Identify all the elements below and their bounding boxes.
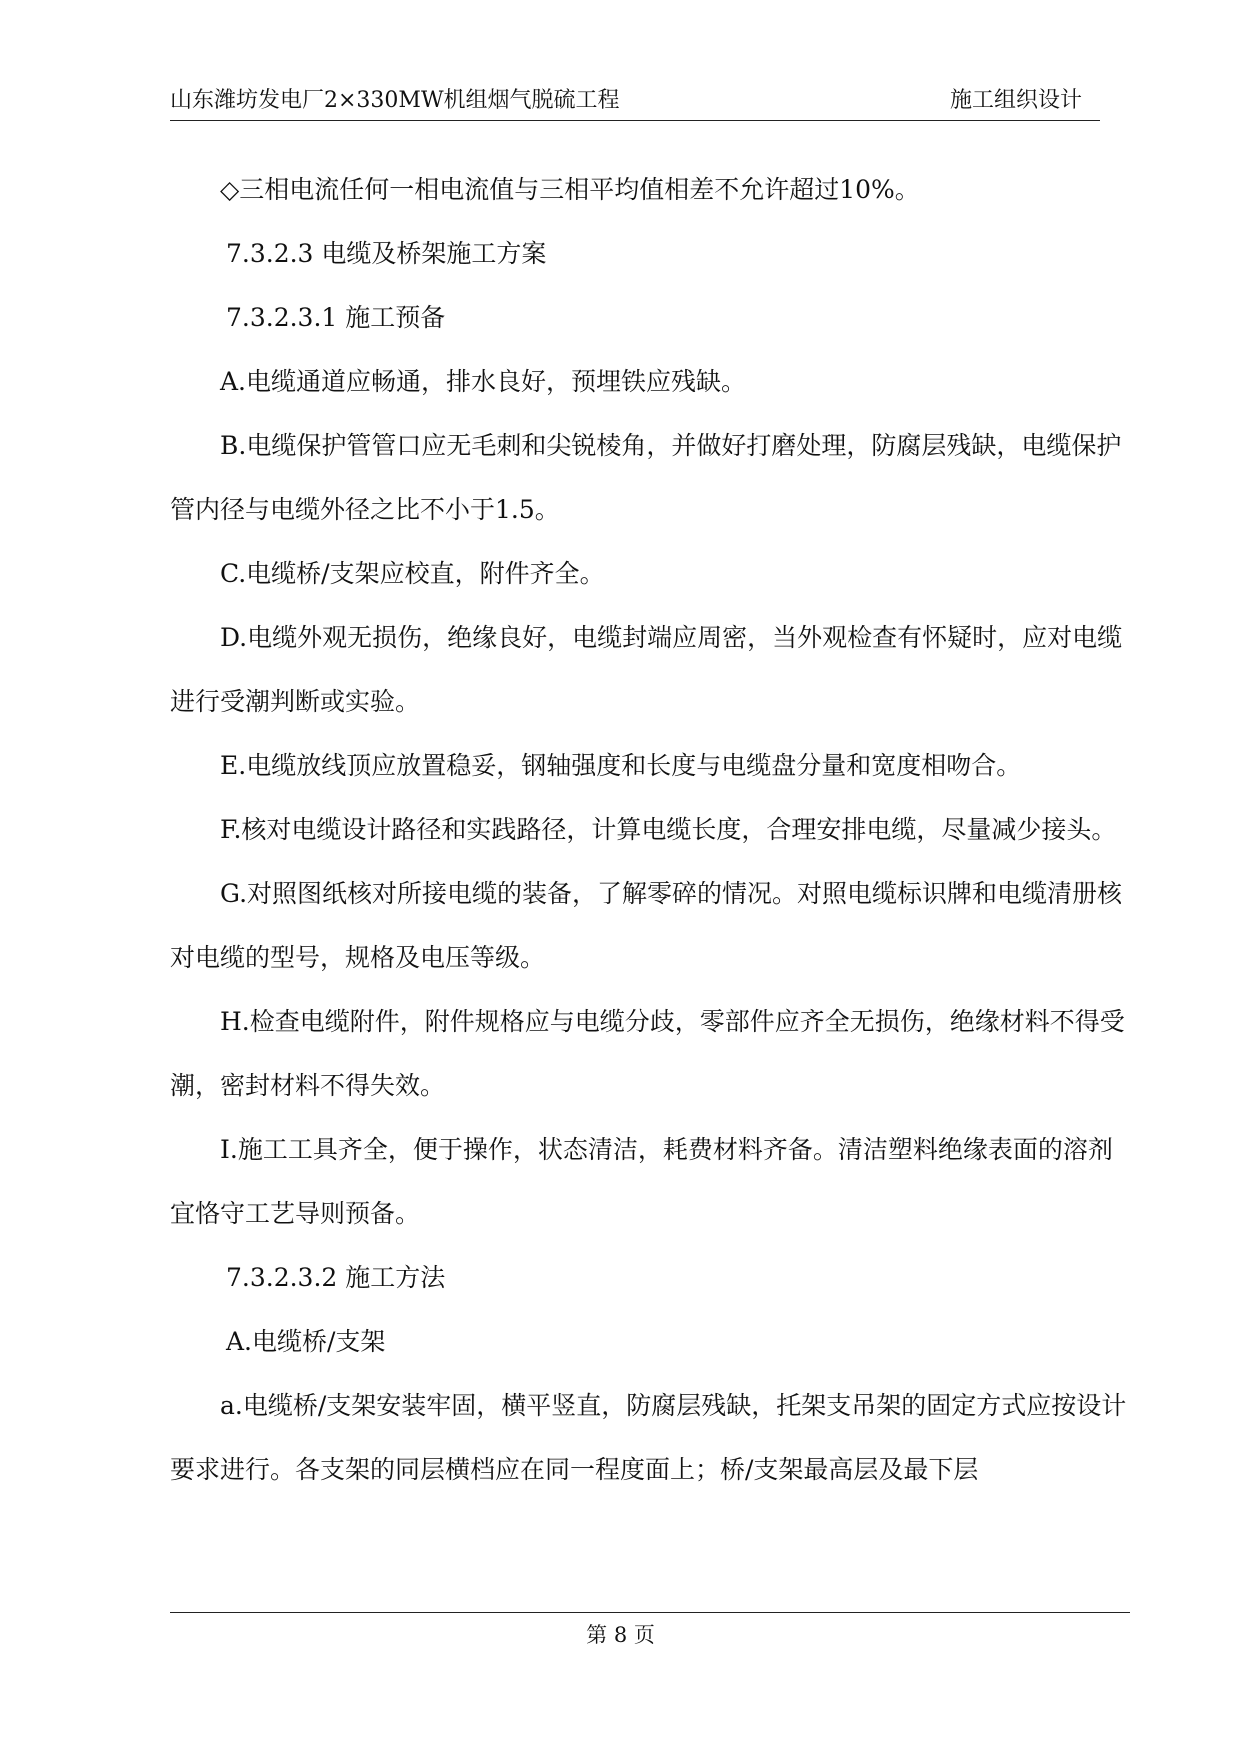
paragraph-item-i: I.施工工具齐全，便于操作，状态清洁，耗费材料齐备。清洁塑料绝缘表面的溶剂宜恪守工艺导则预备。 (170, 1135, 1113, 1228)
header-project-title: 山东潍坊发电厂2×330MW机组烟气脱硫工程 (170, 88, 620, 113)
document-body (170, 158, 1130, 1502)
paragraph-item-c: C.电缆桥/支架应校直，附件齐全。 (220, 559, 605, 588)
paragraph-current-balance: ◇三相电流任何一相电流值与三相平均值相差不允许超过10%。 (220, 175, 920, 204)
paragraph-item-e: E.电缆放线顶应放置稳妥，钢轴强度和长度与电缆盘分量和宽度相吻合。 (220, 751, 1022, 780)
footer-divider (170, 1612, 1130, 1613)
paragraph-item-a: A.电缆通道应畅通，排水良好，预埋铁应残缺。 (220, 367, 747, 396)
paragraph-item-g: G.对照图纸核对所接电缆的装备，了解零碎的情况。对照电缆标识牌和电缆清册核对电缆的型号，规格及电压等级。 (170, 879, 1123, 972)
paragraph-item-a-lower: a.电缆桥/支架安装牢固，横平竖直，防腐层残缺，托架支吊架的固定方式应按设计要求进行。各支架的同层横档应在同一程度面上；桥/支架最高层及最下层 (170, 1391, 1127, 1484)
page-header (170, 86, 1100, 121)
paragraph-item-h: H.检查电缆附件，附件规格应与电缆分歧，零部件应齐全无损伤，绝缘材料不得受潮，密封材料不得失效。 (170, 1007, 1125, 1100)
subsection-heading-a: A.电缆桥/支架 (226, 1327, 386, 1356)
paragraph-item-f: F.核对电缆设计路径和实践路径，计算电缆长度，合理安排电缆，尽量减少接头。 (220, 815, 1117, 844)
paragraph-item-b: B.电缆保护管管口应无毛刺和尖锐棱角，并做好打磨处理，防腐层残缺，电缆保护管内径与电缆外径之比不小于1.5。 (170, 431, 1122, 524)
page-number: 第 8 页 (586, 1623, 655, 1647)
section-heading-7-3-2-3-2: 7.3.2.3.2 施工方法 (226, 1263, 446, 1292)
section-heading-7-3-2-3: 7.3.2.3 电缆及桥架施工方案 (226, 239, 547, 268)
section-heading-7-3-2-3-1: 7.3.2.3.1 施工预备 (226, 303, 446, 332)
header-document-type: 施工组织设计 (949, 88, 1082, 113)
paragraph-item-d: D.电缆外观无损伤，绝缘良好，电缆封端应周密，当外观检查有怀疑时，应对电缆进行受潮判断或实验。 (170, 623, 1123, 716)
